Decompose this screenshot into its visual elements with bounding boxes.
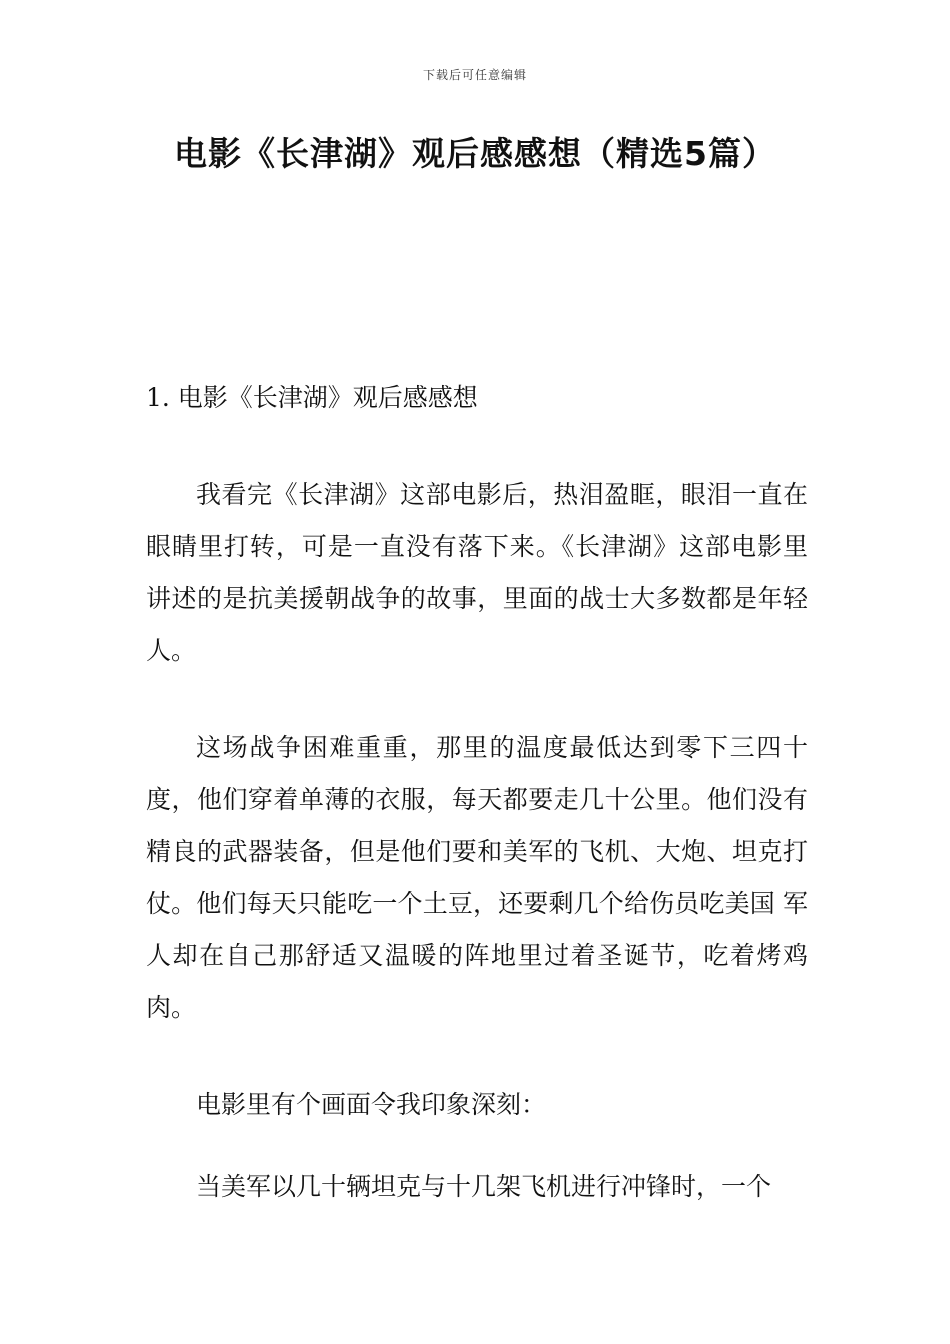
body-paragraph: 当美军以几十辆坦克与十几架飞机进行冲锋时，一个 <box>196 1172 772 1201</box>
section-heading: 1. 电影《长津湖》观后感感想 <box>146 383 478 412</box>
header-note: 下载后可任意编辑 <box>422 68 527 82</box>
body-paragraph: 我看完《长津湖》这部电影后，热泪盈眶，眼泪一直在眼睛里打转，可是一直没有落下来。《长津湖》这部电影里讲述的是抗美援朝战争的故事，里面的战士大多数都是年轻人。 <box>146 480 808 665</box>
document-body <box>146 378 808 1213</box>
body-paragraph: 电影里有个画面令我印象深刻： <box>196 1090 547 1119</box>
document-title: 电影《长津湖》观后感感想（精选5篇） <box>174 134 776 173</box>
body-paragraph: 这场战争困难重重，那里的温度最低达到零下三四十度，他们穿着单薄的衣服，每天都要走几十公里。他们没有精良的武器装备，但是他们要和美军的飞机、大炮、坦克打仗。他们每天只能吃一个土豆，还要剩几个给伤员吃美国 军人却在自己那舒适又温暖的阵地里过着圣诞节，吃着烤鸡肉。 <box>146 733 808 1022</box>
